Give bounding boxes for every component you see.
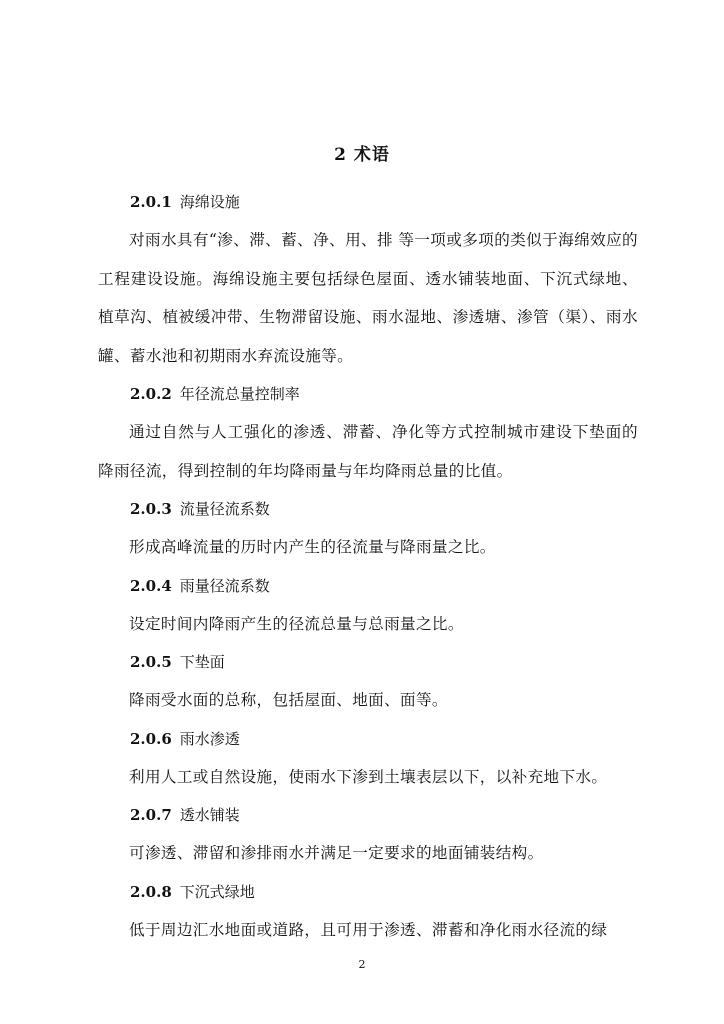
term-heading-2-0-3 <box>98 490 638 528</box>
term-name: 下沉式绿地 <box>179 882 255 901</box>
term-heading-2-0-1 <box>98 183 638 221</box>
term-heading-2-0-8 <box>98 873 638 911</box>
page-number: 2 <box>358 958 366 971</box>
term-name: 雨水渗透 <box>179 729 240 748</box>
term-definition-2-0-1: 对雨水具有“渗、滞、蓄、净、用、排 等一项或多项的类似于海绵效应的工程建设设施。海绵设施主要包括绿色屋面、透水铺装地面、下沉式绿地、植草沟、植被缓冲带、生物滞留设施、雨水湿地、渗透塘、渗管（渠）、雨水罐、蓄水池和初期雨水弃流设施等。 <box>98 231 638 365</box>
term-heading-2-0-7 <box>98 796 638 834</box>
term-number: 2.0.2 <box>130 385 172 403</box>
term-heading-2-0-6 <box>98 720 638 758</box>
term-name: 下垫面 <box>179 653 225 671</box>
term-definition-2-0-2: 通过自然与人工强化的渗透、滞蓄、净化等方式控制城市建设下垫面的降雨径流，得到控制的年均降雨量与年均降雨总量的比值。 <box>98 423 638 480</box>
term-number: 2.0.3 <box>130 500 172 518</box>
term-heading-2-0-4 <box>98 567 638 605</box>
term-number: 2.0.5 <box>130 653 172 671</box>
term-definition-2-0-3: 形成高峰流量的历时内产生的径流量与降雨量之比。 <box>129 538 496 556</box>
term-name: 透水铺装 <box>179 806 240 824</box>
term-name: 年径流总量控制率 <box>179 385 300 403</box>
term-name: 海绵设施 <box>179 193 240 211</box>
term-definition-2-0-5: 降雨受水面的总称，包括屋面、地面、面等。 <box>129 691 448 709</box>
term-definition-2-0-4: 设定时间内降雨产生的径流总量与总雨量之比。 <box>129 614 464 633</box>
term-name: 流量径流系数 <box>179 500 270 518</box>
term-number: 2.0.7 <box>130 806 172 824</box>
term-definition-2-0-7: 可渗透、滞留和渗排雨水并满足一定要求的地面铺装结构。 <box>129 844 544 862</box>
term-heading-2-0-5 <box>98 643 638 681</box>
term-number: 2.0.6 <box>130 729 172 748</box>
term-number: 2.0.4 <box>130 576 172 595</box>
term-number: 2.0.8 <box>130 882 172 901</box>
chapter-title: 2 术语 <box>334 145 390 165</box>
term-definition-2-0-8: 低于周边汇水地面或道路，且可用于渗透、滞蓄和净化雨水径流的绿 <box>129 920 608 939</box>
term-definition-2-0-6: 利用人工或自然设施，使雨水下渗到土壤表层以下，以补充地下水。 <box>129 767 608 786</box>
term-name: 雨量径流系数 <box>179 576 270 595</box>
term-number: 2.0.1 <box>130 193 172 211</box>
terms-section <box>98 183 638 949</box>
term-heading-2-0-2 <box>98 375 638 413</box>
